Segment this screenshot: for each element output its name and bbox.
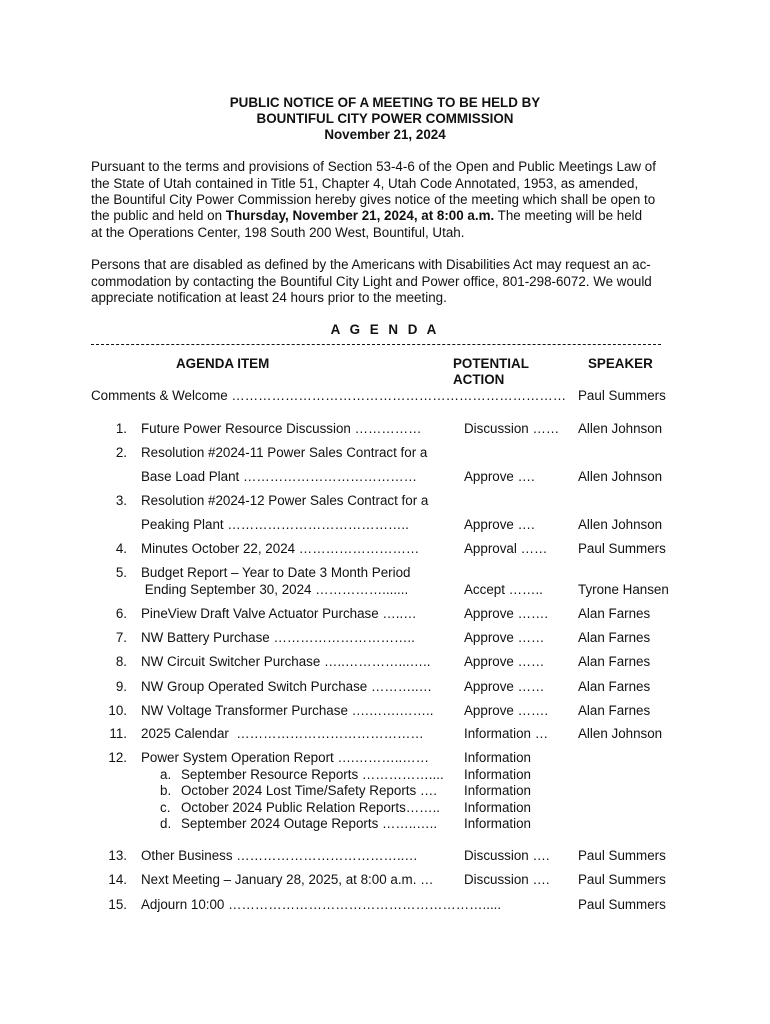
agenda-row-continuation bbox=[0, 517, 770, 535]
agenda-item-text: NW Group Operated Switch Purchase ………..… bbox=[141, 679, 432, 694]
notice-title-line-2: BOUNTIFUL CITY POWER COMMISSION bbox=[256, 111, 514, 126]
agenda-speaker: Alan Farnes bbox=[578, 703, 651, 718]
agenda-action: Information bbox=[464, 800, 531, 815]
column-header-line: POTENTIAL bbox=[453, 356, 529, 371]
agenda-item-text: Adjourn 10:00 …………………………………………………..... bbox=[141, 897, 502, 912]
agenda-speaker: Paul Summers bbox=[578, 848, 666, 863]
agenda-action: Information bbox=[464, 816, 531, 831]
ada-line: Persons that are disabled as defined by the Americans with Disabilities Act may request an ac- bbox=[91, 257, 651, 272]
agenda-row bbox=[0, 493, 770, 511]
agenda-row-comments bbox=[0, 388, 770, 406]
agenda-speaker: Paul Summers bbox=[578, 541, 666, 556]
column-header-potential-action bbox=[453, 356, 529, 388]
agenda-item-text: Ending September 30, 2024 ……………....... bbox=[141, 582, 409, 597]
agenda-speaker: Paul Summers bbox=[578, 897, 666, 912]
subitem-label: c. bbox=[160, 800, 171, 815]
agenda-speaker: Paul Summers bbox=[578, 388, 666, 403]
agenda-number: 14. bbox=[108, 872, 127, 887]
agenda-item-text: Power System Operation Report ….………..…… bbox=[141, 750, 429, 765]
agenda-speaker: Alan Farnes bbox=[578, 679, 651, 694]
agenda-item-text: NW Battery Purchase ………………………….. bbox=[141, 630, 415, 645]
agenda-action: Information bbox=[464, 767, 531, 782]
agenda-action: Accept …….. bbox=[464, 582, 543, 597]
agenda-speaker: Alan Farnes bbox=[578, 630, 651, 645]
dashed-divider bbox=[91, 344, 661, 345]
agenda-action: Information … bbox=[464, 726, 549, 741]
agenda-subitem bbox=[0, 783, 770, 801]
agenda-item-text: Base Load Plant ………………………………… bbox=[141, 469, 418, 484]
subitem-label: b. bbox=[160, 783, 172, 798]
agenda-item-text: Comments & Welcome ………………………………………………………………… bbox=[91, 388, 567, 403]
agenda-action: Discussion …. bbox=[464, 872, 550, 887]
agenda-item-text: PineView Draft Valve Actuator Purchase …..… bbox=[141, 606, 417, 621]
agenda-action: Approve …… bbox=[464, 679, 545, 694]
agenda-item-text: Future Power Resource Discussion …………… bbox=[141, 421, 422, 436]
notice-title-line-1: PUBLIC NOTICE OF A MEETING TO BE HELD BY bbox=[229, 95, 541, 110]
agenda-item-text: Budget Report – Year to Date 3 Month Period bbox=[141, 565, 411, 580]
agenda-row bbox=[0, 679, 770, 697]
agenda-row bbox=[0, 630, 770, 648]
agenda-action: Approve …… bbox=[464, 630, 545, 645]
agenda-number: 8. bbox=[115, 654, 127, 669]
agenda-row bbox=[0, 703, 770, 721]
agenda-item-text: Resolution #2024-11 Power Sales Contract for a bbox=[141, 445, 428, 460]
intro-text: the public and held on bbox=[91, 208, 226, 223]
agenda-row bbox=[0, 848, 770, 866]
agenda-number: 13. bbox=[108, 848, 127, 863]
intro-line bbox=[91, 208, 681, 224]
agenda-action: Information bbox=[464, 783, 531, 798]
column-header-speaker: SPEAKER bbox=[588, 356, 653, 371]
agenda-speaker: Paul Summers bbox=[578, 872, 666, 887]
agenda-item-text: Resolution #2024-12 Power Sales Contract for a bbox=[141, 493, 429, 508]
agenda-action: Approve …. bbox=[464, 469, 535, 484]
agenda-number: 7. bbox=[115, 630, 127, 645]
agenda-number: 3. bbox=[115, 493, 127, 508]
agenda-action: Approve …. bbox=[464, 517, 535, 532]
agenda-item-text: 2025 Calendar …………………………………… bbox=[141, 726, 424, 741]
agenda-item-text: Other Business ………………………………..… bbox=[141, 848, 418, 863]
agenda-number: 11. bbox=[109, 726, 127, 741]
agenda-title: A G E N D A bbox=[330, 322, 440, 337]
agenda-number: 4. bbox=[115, 541, 127, 556]
agenda-row bbox=[0, 726, 770, 744]
intro-text: The meeting will be held bbox=[494, 208, 643, 223]
intro-line: the Bountiful City Power Commission hereby gives notice of the meeting which shall be open to bbox=[91, 192, 656, 207]
intro-line: Pursuant to the terms and provisions of Section 53-4-6 of the Open and Public Meetings Law of bbox=[91, 159, 656, 174]
subitem-label: d. bbox=[160, 816, 172, 831]
intro-line: the State of Utah contained in Title 51, Chapter 4, Utah Code Annotated, 1953, as amended, bbox=[91, 176, 639, 191]
agenda-action: Information bbox=[464, 750, 531, 765]
agenda-row bbox=[0, 421, 770, 439]
agenda-number: 5. bbox=[115, 565, 127, 580]
agenda-row bbox=[0, 541, 770, 559]
agenda-action: Approve ……. bbox=[464, 703, 549, 718]
agenda-subitem bbox=[0, 816, 770, 834]
subitem-text: September Resource Reports …………….... bbox=[181, 767, 444, 782]
agenda-action: Approve …… bbox=[464, 654, 545, 669]
agenda-speaker: Alan Farnes bbox=[578, 654, 651, 669]
column-header-agenda-item: AGENDA ITEM bbox=[176, 356, 270, 371]
agenda-number: 12. bbox=[108, 750, 127, 765]
agenda-number: 1. bbox=[115, 421, 127, 436]
agenda-item-text: Minutes October 22, 2024 ……………………… bbox=[141, 541, 420, 556]
agenda-action: Discussion …. bbox=[464, 848, 550, 863]
agenda-row bbox=[0, 897, 770, 915]
subitem-text: October 2024 Lost Time/Safety Reports …. bbox=[181, 783, 438, 798]
meeting-datetime: Thursday, November 21, 2024, at 8:00 a.m. bbox=[225, 208, 495, 223]
agenda-row bbox=[0, 606, 770, 624]
subitem-text: October 2024 Public Relation Reports…….. bbox=[181, 800, 441, 815]
subitem-text: September 2024 Outage Reports ……..….. bbox=[181, 816, 438, 831]
agenda-item-text: Next Meeting – January 28, 2025, at 8:00 a.m. … bbox=[141, 872, 434, 887]
agenda-number: 9. bbox=[115, 679, 127, 694]
agenda-action: Approve ……. bbox=[464, 606, 549, 621]
agenda-row-continuation bbox=[0, 582, 770, 600]
column-header-line: ACTION bbox=[453, 372, 505, 387]
agenda-number: 6. bbox=[115, 606, 127, 621]
agenda-number: 10. bbox=[108, 703, 127, 718]
agenda-item-text: NW Circuit Switcher Purchase …..…………...….. bbox=[141, 654, 431, 669]
subitem-label: a. bbox=[160, 767, 172, 782]
agenda-row bbox=[0, 750, 770, 768]
agenda-speaker: Allen Johnson bbox=[578, 726, 663, 741]
ada-line: commodation by contacting the Bountiful City Light and Power office, 801-298-6072. We would bbox=[91, 274, 652, 289]
agenda-action: Discussion …… bbox=[464, 421, 560, 436]
agenda-item-text: Peaking Plant ………………………………….. bbox=[141, 517, 409, 532]
agenda-speaker: Allen Johnson bbox=[578, 421, 663, 436]
agenda-speaker: Allen Johnson bbox=[578, 517, 663, 532]
notice-date: November 21, 2024 bbox=[324, 127, 446, 142]
agenda-speaker: Alan Farnes bbox=[578, 606, 651, 621]
agenda-row bbox=[0, 565, 770, 583]
agenda-speaker: Allen Johnson bbox=[578, 469, 663, 484]
ada-line: appreciate notification at least 24 hours prior to the meeting. bbox=[91, 290, 447, 305]
agenda-row bbox=[0, 654, 770, 672]
agenda-action: Approval …… bbox=[464, 541, 548, 556]
agenda-row bbox=[0, 872, 770, 890]
agenda-row bbox=[0, 445, 770, 463]
agenda-number: 15. bbox=[108, 897, 127, 912]
agenda-row-continuation bbox=[0, 469, 770, 487]
agenda-item-text: NW Voltage Transformer Purchase ….…….…….. bbox=[141, 703, 434, 718]
intro-line: at the Operations Center, 198 South 200 West, Bountiful, Utah. bbox=[91, 225, 465, 240]
agenda-number: 2. bbox=[115, 445, 127, 460]
agenda-speaker: Tyrone Hansen bbox=[578, 582, 669, 597]
